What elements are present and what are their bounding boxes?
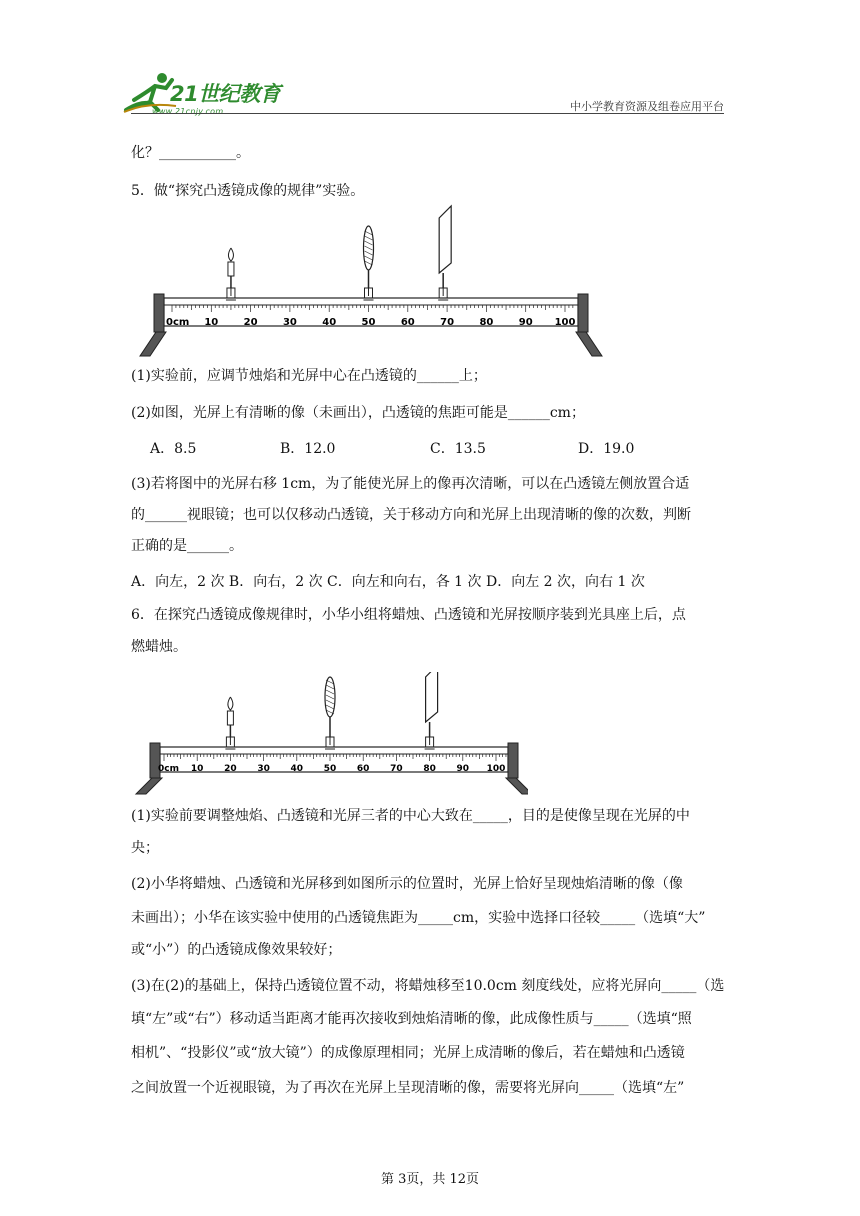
light-screen-icon [426,672,438,722]
candle-body [228,262,234,276]
bench-right-block [578,294,588,332]
question-6-part-3-line-1: (3)在(2)的基础上，保持凸透镜位置不动，将蜡烛移至10.0cm 刻度线处，应将光屏向_____（选 [131,978,725,994]
question-6-part-2-line-3: 或“小”）的凸透镜成像效果较好； [131,942,342,958]
scale-label: 80 [423,764,436,774]
question-6-part-2-line-2: 未画出）；小华在该实验中使用的凸透镜焦距为_____cm，实验中选择口径较_____（选填“大” [131,910,706,926]
scale-label: 90 [518,317,533,328]
scale-label: 20 [224,764,237,774]
bench-right-leg [506,778,528,794]
scale-label: 60 [400,317,415,328]
light-screen-icon [439,206,451,273]
candle-holder [226,737,234,747]
bench-left-leg [140,332,166,356]
candle-flame-icon [228,697,233,710]
scale-label: 10 [204,317,219,328]
candle-holder [227,288,235,298]
scale-label: 0cm [166,317,190,328]
question-5-part-3-line-3: 正确的是______。 [131,538,243,554]
scale-label: 70 [390,764,403,774]
bench-right-block [508,743,518,778]
question-6-title-line-2: 燃蜡烛。 [131,639,187,655]
scale-label: 0cm [158,764,179,774]
scale-label: 10 [190,764,204,774]
option-b: B．12.0 [280,441,336,457]
logo-url: www.21cnjy.com [152,107,224,116]
text-line: 化？___________。 [131,145,250,161]
question-5-part-2: (2)如图，光屏上有清晰的像（未画出），凸透镜的焦距可能是______cm； [131,405,585,421]
scale-label: 40 [290,764,304,774]
question-5-part-1: (1)实验前，应调节烛焰和光屏中心在凸透镜的______上； [131,368,487,384]
screen-holder [439,288,447,298]
bench-left-block [154,294,164,332]
option-a: A．8.5 [150,441,197,457]
scale-label: 50 [361,317,376,328]
question-6-part-3-line-4: 之间放置一个近视眼镜，为了再次在光屏上呈现清晰的像，需要将光屏向_____（选填“左” [131,1080,685,1096]
scale-label: 80 [479,317,494,328]
question-5-part-3-options: A．向左，2 次 B．向右，2 次 C．向左和向右，各 1 次 D．向左 2 次，向右 1 次 [131,574,645,590]
option-d: D．19.0 [578,441,635,457]
page-footer: 第 3页，共 12页 [380,1172,480,1187]
candle-body [227,711,233,725]
screen-holder [426,737,434,747]
bench-left-leg [136,778,162,794]
scale-label: 40 [322,317,337,328]
option-c: C．13.5 [430,441,486,457]
scale-label: 90 [456,764,470,774]
scale-label: 70 [440,317,455,328]
question-5-part-3-line-2: 的______视眼镜；也可以仅移动凸透镜，关于移动方向和光屏上出现清晰的像的次数，判断 [131,507,691,523]
question-6-part-1-line-2: 央； [131,840,159,856]
scale-label: 100 [554,317,576,328]
question-6-title-line-1: 6．在探究凸透镜成像规律时，小华小组将蜡烛、凸透镜和光屏按顺序装到光具座上后，点 [131,607,686,623]
question-6-part-3-line-2: 填“左”或“右”）移动适当距离才能再次接收到烛焰清晰的像，此成像性质与_____（选填“照 [131,1011,692,1027]
scale-label: 100 [486,764,506,774]
lens-holder [326,737,334,747]
question-6-part-3-line-3: 相机”、“投影仪”或“放大镜”）的成像原理相同；光屏上成清晰的像后，若在蜡烛和凸透镜 [131,1045,685,1061]
scale-label: 20 [243,317,258,328]
question-6-part-1-line-1: (1)实验前要调整烛焰、凸透镜和光屏三者的中心大致在_____，目的是使像呈现在光屏的中 [131,808,690,824]
bench-right-leg [576,332,602,356]
question-5-part-3-line-1: (3)若将图中的光屏右移 1cm，为了能使光屏上的像再次清晰，可以在凸透镜左侧放置合适 [131,476,690,492]
header-title: 中小学教育资源及组卷应用平台 [570,100,724,113]
scale-label: 50 [323,764,337,774]
optical-bench-figure-1 [128,200,618,360]
scale-label: 60 [356,764,370,774]
question-5-title: 5．做“探究凸透镜成像的规律”实验。 [131,183,365,199]
logo-text: 21世纪教育 [170,82,281,106]
lens-holder [365,288,373,298]
question-6-part-2-line-1: (2)小华将蜡烛、凸透镜和光屏移到如图所示的位置时，光屏上恰好呈现烛焰清晰的像（像 [131,876,683,892]
header-divider [131,113,724,114]
scale-label: 30 [282,317,297,328]
scale-label: 30 [257,764,270,774]
optical-bench-figure-2 [128,672,528,798]
candle-flame-icon [228,248,233,261]
